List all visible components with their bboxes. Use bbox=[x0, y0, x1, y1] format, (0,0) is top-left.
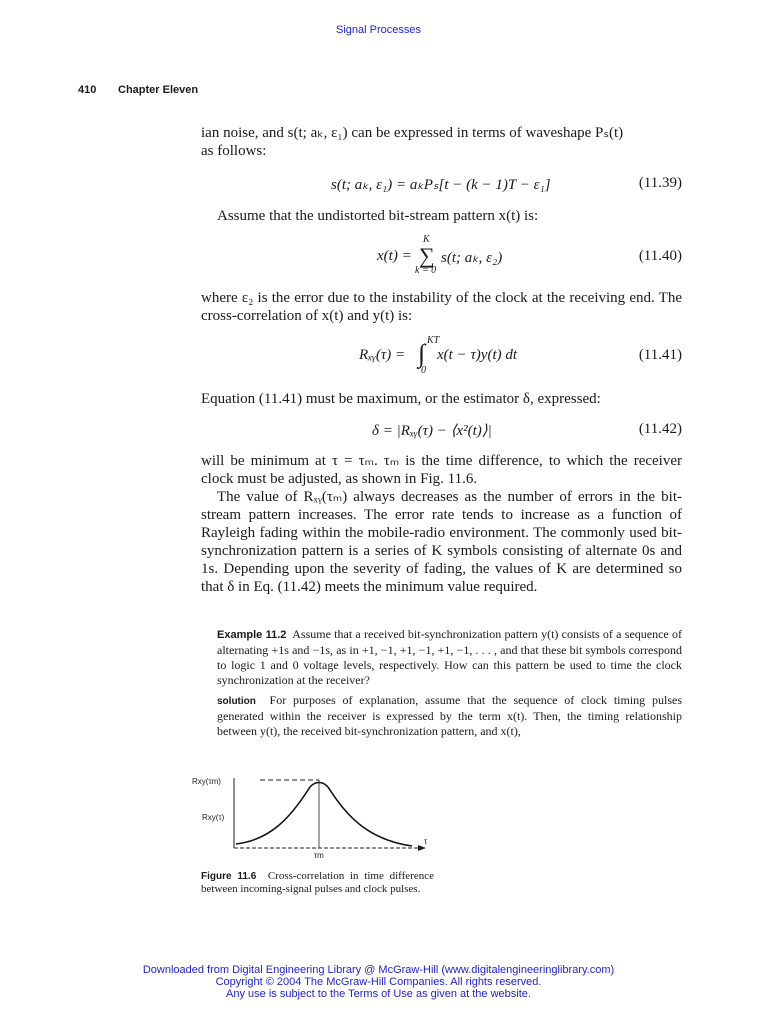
equation-11-42-expr: δ = |Rₓᵧ(τ) − ⟨x²(t)⟩| bbox=[372, 423, 492, 439]
chapter-title: Chapter Eleven bbox=[118, 84, 199, 96]
figure-caption bbox=[201, 870, 434, 896]
label-tau-m: τm bbox=[314, 851, 324, 860]
paragraph-6: The value of Rₓᵧ(τₘ) always decreases as the number of errors in the bit-stream pattern increases. The error rate tends to increase as a function of Rayleigh fading within the mobile-radio environment. The commonly used bit-synchronization pattern is a series of K symbols consisting of alternate 0s and 1s. Depending upon the severity of fading, the values of K are determined so that δ in Eq. (11.42) meets the minimum value required. bbox=[201, 489, 682, 595]
equation-11-41-upper: KT bbox=[427, 335, 440, 346]
paragraph-1 bbox=[201, 124, 682, 160]
sum-symbol: ∑ bbox=[419, 243, 435, 268]
footer-terms-link[interactable]: Any use is subject to the Terms of Use as given at the website. bbox=[226, 988, 531, 1000]
footer-copyright: Copyright © 2004 The McGraw-Hill Companies. All rights reserved. bbox=[215, 976, 542, 988]
example-label: Example 11.2 bbox=[217, 629, 287, 641]
equation-11-40 bbox=[201, 236, 682, 276]
equation-11-42-number: (11.42) bbox=[638, 421, 682, 437]
equation-11-41-lower: 0 bbox=[421, 365, 426, 376]
figure-caption-text: Cross-correlation in time difference between incoming-signal pulses and clock pulses. bbox=[201, 870, 434, 895]
paragraph-3: where ε₂ is the error due to the instability of the clock at the receiving end. The cross-correlation of x(t) and y(t) is: bbox=[201, 290, 682, 324]
figure-caption-label: Figure 11.6 bbox=[201, 871, 257, 882]
equation-11-40-rhs: s(t; aₖ, ε₂) bbox=[441, 250, 503, 266]
integral-symbol: ∫ bbox=[418, 339, 426, 368]
label-rxy-tau: Rxy(τ) bbox=[202, 813, 225, 822]
equation-11-39-expr: s(t; aₖ, ε₁) = aₖPₛ[t − (k − 1)T − ε₁] bbox=[331, 177, 551, 193]
paragraph-4: Equation (11.41) must be maximum, or the estimator δ, expressed: bbox=[201, 391, 601, 407]
label-rxy-tau-m: Rxy(τm) bbox=[192, 777, 221, 786]
equation-11-40-lhs: x(t) = bbox=[377, 248, 412, 264]
solution-text: For purposes of explanation, assume that the sequence of clock timing pulses generated within the receiver is expressed by the term x(t). Then, the timing relationship between y(t), the received bit-synchronization pattern, and x(t), bbox=[217, 693, 682, 738]
paragraph-1-line-1: ian noise, and s(t; aₖ, ε₁) can be expressed in terms of waveshape Pₛ(t) bbox=[201, 125, 624, 141]
page-number: 410 bbox=[78, 84, 97, 96]
footer bbox=[0, 964, 757, 1000]
example-text: Assume that a received bit-synchronization pattern y(t) consists of a sequence of alternating +1s and −1s, as in +1, −1, +1, −1, +1, −1, . . . , and that these bit symbols correspond to logic 1 and 0 voltage levels, respectively. How can this pattern be used to time the clock synchronization at the receiver? bbox=[217, 627, 683, 687]
equation-11-39 bbox=[201, 175, 682, 195]
equation-11-40-lower: k = 0 bbox=[415, 265, 437, 276]
correlation-curve bbox=[236, 783, 412, 847]
equation-11-41-number: (11.41) bbox=[638, 347, 682, 363]
paragraph-5: will be minimum at τ = τₘ. τₘ is the time difference, to which the receiver clock must be adjusted, as shown in Fig. 11.6. bbox=[201, 453, 682, 487]
paragraph-1-line-2: as follows: bbox=[201, 143, 267, 159]
example-solution bbox=[217, 693, 682, 739]
paragraph-2: Assume that the undistorted bit-stream pattern x(t) is: bbox=[217, 208, 539, 224]
equation-11-40-upper: K bbox=[423, 234, 430, 245]
equation-11-40-number: (11.40) bbox=[638, 248, 682, 264]
equation-11-41 bbox=[201, 335, 682, 377]
footer-download-link[interactable]: Downloaded from Digital Engineering Library @ McGraw-Hill (www.digitalengineeringlibrary.com) bbox=[142, 964, 615, 976]
equation-11-41-lhs: Rₓᵧ(τ) = bbox=[359, 347, 406, 363]
label-tau: τ bbox=[424, 837, 428, 846]
solution-label: solution bbox=[217, 696, 256, 707]
figure-11-6-plot bbox=[190, 768, 440, 863]
running-header: Signal Processes bbox=[336, 24, 421, 36]
equation-11-41-rhs: x(t − τ)y(t) dt bbox=[437, 347, 518, 363]
equation-11-42 bbox=[201, 421, 682, 441]
equation-11-39-number: (11.39) bbox=[638, 175, 682, 191]
example-11-2 bbox=[217, 627, 682, 688]
